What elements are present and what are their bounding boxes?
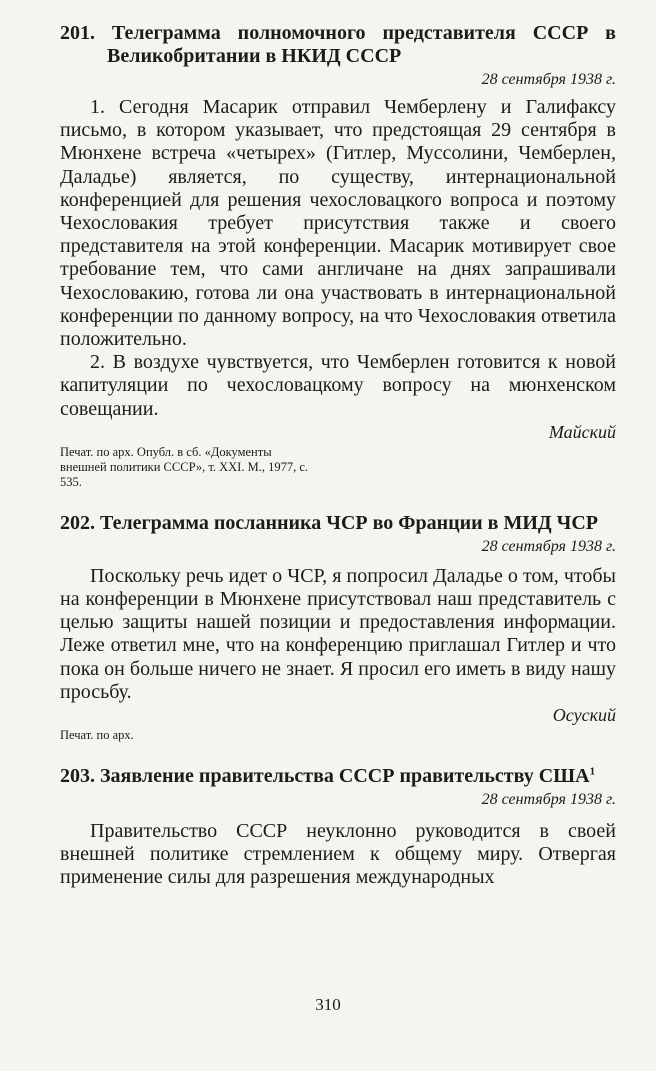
document-number: 202. — [60, 511, 95, 534]
document-title: Заявление правительства СССР правительству США — [100, 765, 590, 788]
document-heading — [60, 765, 616, 788]
document-date: 28 сентября 1938 г. — [481, 791, 616, 809]
document-number: 203. — [60, 765, 95, 788]
paragraph: 2. В воздухе чувствуется, что Чемберлен готовится к новой капитуляции по чехословацкому вопросу на мюнхенском совещании. — [60, 351, 616, 420]
paragraph: Правительство СССР неуклонно руководится в своей внешней политике стремлением к общему миру. Отвергая применение силы для разрешения международных — [60, 820, 616, 889]
document-202 — [60, 512, 616, 743]
document-heading — [60, 512, 616, 535]
paragraph: Поскольку речь идет о ЧСР, я попросил Даладье о том, чтобы на конференции в Мюнхене присутствовал наш представитель с целью защиты нашей позиции и предоставления информации. Леже ответил мне, что на конференцию приглашал Гитлер и что пока он больше ничего не знает. Я просил его иметь в виду нашу просьбу. — [60, 564, 616, 703]
page-body — [60, 22, 616, 890]
document-date: 28 сентября 1938 г. — [481, 537, 616, 555]
document-title: Телеграмма посланника ЧСР во Франции в МИД ЧСР — [100, 511, 599, 534]
document-heading — [60, 22, 616, 68]
section-gap — [60, 743, 616, 765]
signature: Майский — [548, 421, 616, 442]
document-date: 28 сентября 1938 г. — [481, 71, 616, 88]
source-note: Печат. по арх. Опубл. в сб. «Документы внешней политики СССР», т. XXI. М., 1977, с. 535. — [60, 444, 308, 489]
document-203 — [60, 765, 616, 890]
document-title: Телеграмма полномочного представителя СССР в Великобритании в НКИД СССР — [107, 22, 616, 67]
source-note: Печат. по арх. — [60, 728, 134, 743]
paragraph: 1. Сегодня Масарик отправил Чемберлену и Галифаксу письмо, в котором указывает, что предстоящая 29 сентября в Мюнхене встреча «четырех» (Гитлер, Муссолини, Чемберлен, Даладье) является, по существу, интернациональной конференцией для решения чехословацкого вопроса и поэтому Чехословакия требует присутствия также и своего представителя на этой конференции. Масарик мотивирует свое требование тем, что сами англичане на днях запрашивали Чехословакию, готова ли она участвовать в интернациональной конференции по данному вопросу, на что Чехословакия ответила положительно. — [60, 96, 616, 351]
document-number: 201. — [60, 22, 95, 44]
section-gap — [60, 490, 616, 512]
footnote-mark: 1 — [589, 765, 596, 778]
document-201 — [60, 22, 616, 490]
page-number: 310 — [315, 995, 341, 1014]
signature: Осуский — [552, 705, 616, 726]
